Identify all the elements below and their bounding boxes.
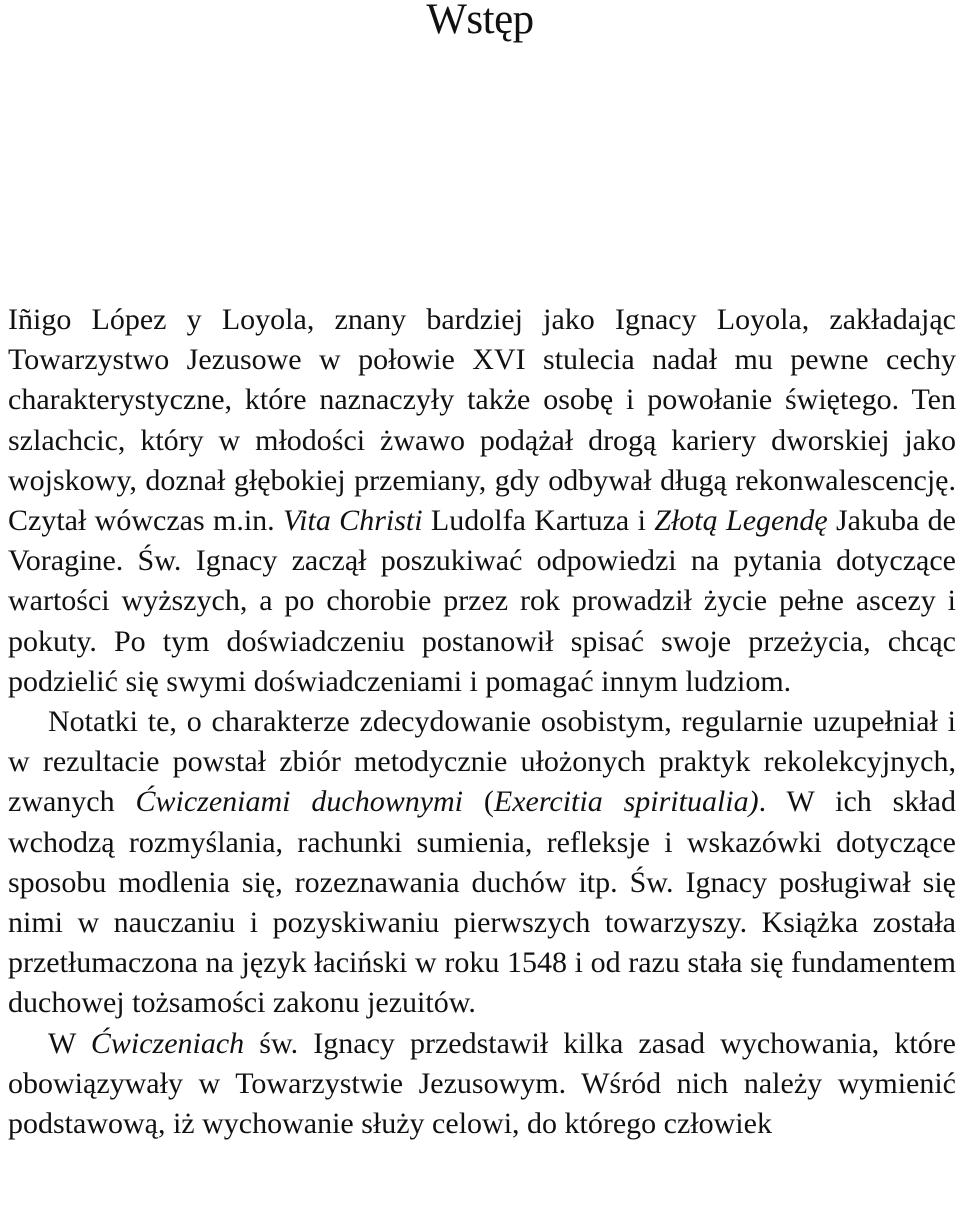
italic-title-zlota-legenda: Złotą Legendę [654,504,828,538]
body-text [8,300,956,1144]
paragraph-2 [8,702,956,1024]
italic-title-vita-christi: Vita Christi [283,504,423,538]
text-segment: Ludolfa Kartuza i [422,504,655,538]
text-segment: Iñigo López y Loyola, znany bardziej jako Ignacy Loyola, zakładając Towarzystwo Jezusowe w połowie XVI stulecia nadał mu pewne cechy charakterystyczne, które naznaczyły także osobę i powołanie świętego. Ten szlachcic, który w młodości żwawo podążał drogą kariery dworskiej jako wojskowy, doznał głębokiej przemiany, gdy odbywał długą rekonwalescencję. Czytał wówczas m.in. [8,303,956,538]
paragraph-3 [8,1024,956,1145]
paragraph-1 [8,300,956,702]
text-segment: W [48,1026,91,1060]
italic-title-exercitia: Exercitia spiritualia) [493,785,759,819]
text-segment: Jakuba de Voragine. Św. Ignacy zaczął poszukiwać odpowiedzi na pytania dotyczące wartości wyższych, a po chorobie przez rok prowadził życie pełne ascezy i pokuty. Po tym doświadczeniu postanowił spisać swoje przeżycia, chcąc podzielić się swymi doświadczeniami i pomagać innym ludziom. [8,504,956,698]
text-segment: ( [463,785,494,819]
text-segment: Notatki te, o charakterze zdecydowanie osobistym, regularnie uzupełniał i w rezultacie powstał zbiór metodycznie ułożonych praktyk rekolekcyjnych, zwanych [8,705,956,819]
page-title: Wstęp [426,0,534,43]
text-segment: . W ich skład wchodzą rozmyślania, rachunki sumienia, refleksje i wskazówki dotyczące sposobu modlenia się, rozeznawania duchów itp. Św. Ignacy posługiwał się nimi w nauczaniu i pozyskiwaniu pierwszych towarzyszy. Książka została przetłumaczona na język łaciński w roku 1548 i od razu stała się fundamentem duchowej tożsamości zakonu jezuitów. [8,785,956,1020]
italic-title-cwiczeniach: Ćwiczeniach [90,1026,245,1060]
text-segment: św. Ignacy przedstawił kilka zasad wychowania, które obowiązywały w Towarzystwie Jezusowym. Wśród nich należy wymienić podstawową, iż wychowanie służy celowi, do którego człowiek [8,1026,956,1141]
italic-title-cwiczenia: Ćwiczeniami duchownymi [135,785,464,819]
